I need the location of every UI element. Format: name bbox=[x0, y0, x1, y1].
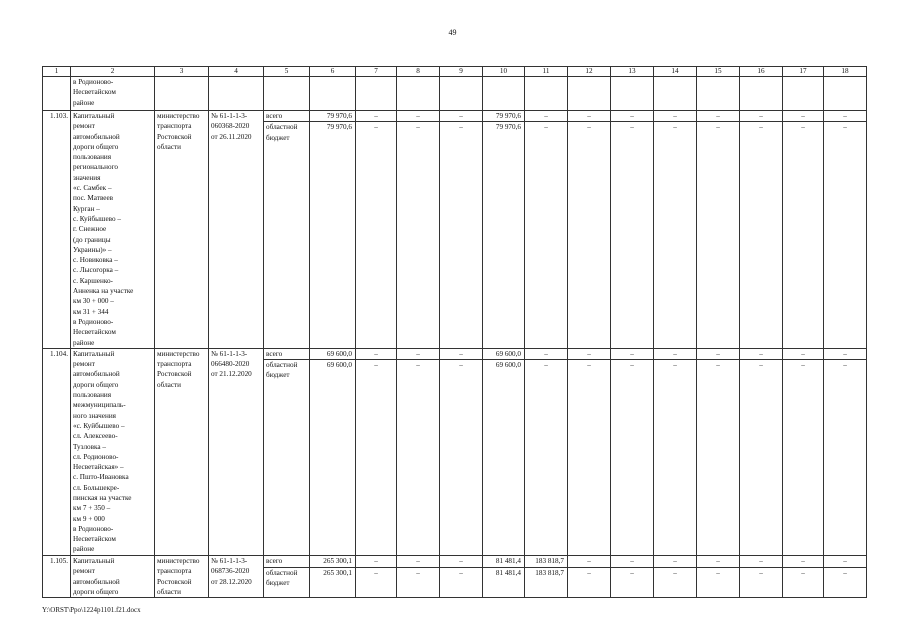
table-cell bbox=[783, 77, 824, 111]
value-cell: – bbox=[397, 348, 440, 359]
value-cell: – bbox=[440, 348, 483, 359]
column-header: 6 bbox=[310, 67, 356, 77]
table-cell bbox=[397, 77, 440, 111]
value-cell: – bbox=[397, 567, 440, 598]
table-cell bbox=[611, 77, 654, 111]
value-cell: 69 600,0 bbox=[483, 348, 525, 359]
value-cell: 69 600,0 bbox=[310, 360, 356, 556]
table-cell bbox=[568, 77, 611, 111]
entry-number: 1.103. bbox=[43, 111, 71, 349]
entry-number: 1.105. bbox=[43, 556, 71, 598]
value-cell: 265 300,1 bbox=[310, 556, 356, 568]
value-cell: – bbox=[697, 360, 740, 556]
value-cell: – bbox=[654, 360, 697, 556]
column-header: 12 bbox=[568, 67, 611, 77]
entry-name: Капитальный ремонт автомобильной дороги общего bbox=[71, 556, 155, 598]
value-cell: – bbox=[356, 567, 397, 598]
value-cell: – bbox=[356, 556, 397, 568]
value-cell: – bbox=[440, 556, 483, 568]
value-cell: – bbox=[824, 360, 867, 556]
column-header: 4 bbox=[209, 67, 264, 77]
value-cell: 69 600,0 bbox=[483, 360, 525, 556]
funding-source: областной бюджет bbox=[264, 360, 310, 556]
value-cell: – bbox=[740, 111, 783, 122]
value-cell: – bbox=[525, 122, 568, 349]
table-cell bbox=[483, 77, 525, 111]
value-cell: 183 818,7 bbox=[525, 567, 568, 598]
value-cell: – bbox=[611, 111, 654, 122]
funding-source: всего bbox=[264, 348, 310, 359]
value-cell: 183 818,7 bbox=[525, 556, 568, 568]
value-cell: – bbox=[783, 111, 824, 122]
continuation-row bbox=[43, 77, 867, 111]
table-cell bbox=[654, 77, 697, 111]
value-cell: – bbox=[824, 348, 867, 359]
value-cell: – bbox=[654, 556, 697, 568]
value-cell: – bbox=[525, 348, 568, 359]
program-table bbox=[42, 66, 867, 598]
value-cell: – bbox=[525, 111, 568, 122]
value-cell: – bbox=[740, 556, 783, 568]
entry-name: Капитальный ремонт автомобильной дороги общего пользования межмуниципаль- ного значения «с. Куйбышево – сл. Алексеево- Тузловка – сл. Родионово- Несветайская» – с. Пшто-Ивановка сл. Большекре- пинская на участке км 7 + 350 – км 9 + 000 в Родионово- Несветайском районе bbox=[71, 348, 155, 555]
value-cell: 81 481,4 bbox=[483, 556, 525, 568]
footer-file-path: Y:\ORST\Ppo\1224p1101.f21.docx bbox=[42, 606, 141, 614]
value-cell: 79 970,6 bbox=[483, 122, 525, 349]
funding-source: областной бюджет bbox=[264, 567, 310, 598]
table-cell bbox=[356, 77, 397, 111]
entry-name: Капитальный ремонт автомобильной дороги общего пользования регионального значения «с. Самбек – пос. Матвеев Курган – с. Куйбышево – г. Снежное (до границы Украины)» – с. Новиковка – с. Лысогорка – с. Каршенко- Анненка на участке км 30 + 000 – км 31 + 344 в Родионово- Несветайском районе bbox=[71, 111, 155, 349]
entry-document: № 61-1-1-3- 066480-2020 от 21.12.2020 bbox=[209, 348, 264, 555]
table-cell bbox=[697, 77, 740, 111]
table-cell bbox=[824, 77, 867, 111]
value-cell: – bbox=[356, 360, 397, 556]
value-cell: – bbox=[397, 360, 440, 556]
entry-document: № 61-1-1-3- 068736-2020 от 28.12.2020 bbox=[209, 556, 264, 598]
entry-row-total bbox=[43, 348, 867, 359]
column-header: 18 bbox=[824, 67, 867, 77]
value-cell: – bbox=[654, 567, 697, 598]
value-cell: – bbox=[824, 111, 867, 122]
column-header: 10 bbox=[483, 67, 525, 77]
value-cell: – bbox=[654, 348, 697, 359]
column-header: 11 bbox=[525, 67, 568, 77]
value-cell: – bbox=[440, 567, 483, 598]
entry-document: № 61-1-1-3- 060368-2020 от 26.11.2020 bbox=[209, 111, 264, 349]
value-cell: – bbox=[611, 567, 654, 598]
value-cell: – bbox=[397, 556, 440, 568]
funding-source: областной бюджет bbox=[264, 122, 310, 349]
table-cell bbox=[43, 77, 71, 111]
value-cell: – bbox=[611, 360, 654, 556]
table-cell bbox=[525, 77, 568, 111]
value-cell: – bbox=[397, 111, 440, 122]
value-cell: – bbox=[356, 111, 397, 122]
funding-source: всего bbox=[264, 111, 310, 122]
column-header: 8 bbox=[397, 67, 440, 77]
value-cell: – bbox=[654, 111, 697, 122]
value-cell: – bbox=[568, 111, 611, 122]
value-cell: – bbox=[697, 348, 740, 359]
entry-customer: министерство транспорта Ростовской области bbox=[155, 556, 209, 598]
table-cell bbox=[440, 77, 483, 111]
value-cell: – bbox=[568, 122, 611, 349]
column-header: 9 bbox=[440, 67, 483, 77]
value-cell: – bbox=[568, 567, 611, 598]
table-cell bbox=[740, 77, 783, 111]
value-cell: – bbox=[740, 122, 783, 349]
value-cell: – bbox=[697, 111, 740, 122]
continuation-name: в Родионово- Несветайском районе bbox=[71, 77, 155, 111]
table-cell bbox=[155, 77, 209, 111]
page-number: 49 bbox=[448, 28, 457, 37]
value-cell: 81 481,4 bbox=[483, 567, 525, 598]
column-header: 15 bbox=[697, 67, 740, 77]
value-cell: – bbox=[697, 556, 740, 568]
value-cell: – bbox=[697, 122, 740, 349]
value-cell: – bbox=[783, 122, 824, 349]
value-cell: – bbox=[356, 348, 397, 359]
funding-source: всего bbox=[264, 556, 310, 568]
column-header: 3 bbox=[155, 67, 209, 77]
table-cell bbox=[209, 77, 264, 111]
value-cell: – bbox=[440, 122, 483, 349]
value-cell: – bbox=[525, 360, 568, 556]
value-cell: 79 970,6 bbox=[310, 122, 356, 349]
value-cell: – bbox=[440, 360, 483, 556]
entry-number: 1.104. bbox=[43, 348, 71, 555]
value-cell: – bbox=[783, 567, 824, 598]
table-cell bbox=[310, 77, 356, 111]
value-cell: – bbox=[824, 567, 867, 598]
value-cell: – bbox=[440, 111, 483, 122]
column-header: 16 bbox=[740, 67, 783, 77]
entry-customer: министерство транспорта Ростовской области bbox=[155, 111, 209, 349]
value-cell: 79 970,6 bbox=[483, 111, 525, 122]
table-cell bbox=[264, 77, 310, 111]
value-cell: – bbox=[611, 122, 654, 349]
value-cell: – bbox=[356, 122, 397, 349]
value-cell: – bbox=[740, 567, 783, 598]
entry-customer: министерство транспорта Ростовской области bbox=[155, 348, 209, 555]
value-cell: – bbox=[783, 556, 824, 568]
value-cell: – bbox=[783, 360, 824, 556]
value-cell: – bbox=[611, 556, 654, 568]
value-cell: – bbox=[783, 348, 824, 359]
entry-row-total bbox=[43, 111, 867, 122]
value-cell: – bbox=[568, 556, 611, 568]
value-cell: – bbox=[697, 567, 740, 598]
value-cell: 265 300,1 bbox=[310, 567, 356, 598]
value-cell: 69 600,0 bbox=[310, 348, 356, 359]
value-cell: – bbox=[824, 122, 867, 349]
column-header: 7 bbox=[356, 67, 397, 77]
value-cell: – bbox=[740, 360, 783, 556]
value-cell: – bbox=[397, 122, 440, 349]
column-header: 2 bbox=[71, 67, 155, 77]
value-cell: – bbox=[611, 348, 654, 359]
value-cell: – bbox=[654, 122, 697, 349]
value-cell: – bbox=[824, 556, 867, 568]
column-header: 14 bbox=[654, 67, 697, 77]
column-header: 5 bbox=[264, 67, 310, 77]
value-cell: – bbox=[568, 348, 611, 359]
column-header: 13 bbox=[611, 67, 654, 77]
value-cell: – bbox=[740, 348, 783, 359]
column-header: 1 bbox=[43, 67, 71, 77]
column-number-row bbox=[43, 67, 867, 77]
entry-row-total bbox=[43, 556, 867, 568]
column-header: 17 bbox=[783, 67, 824, 77]
value-cell: – bbox=[568, 360, 611, 556]
value-cell: 79 970,6 bbox=[310, 111, 356, 122]
